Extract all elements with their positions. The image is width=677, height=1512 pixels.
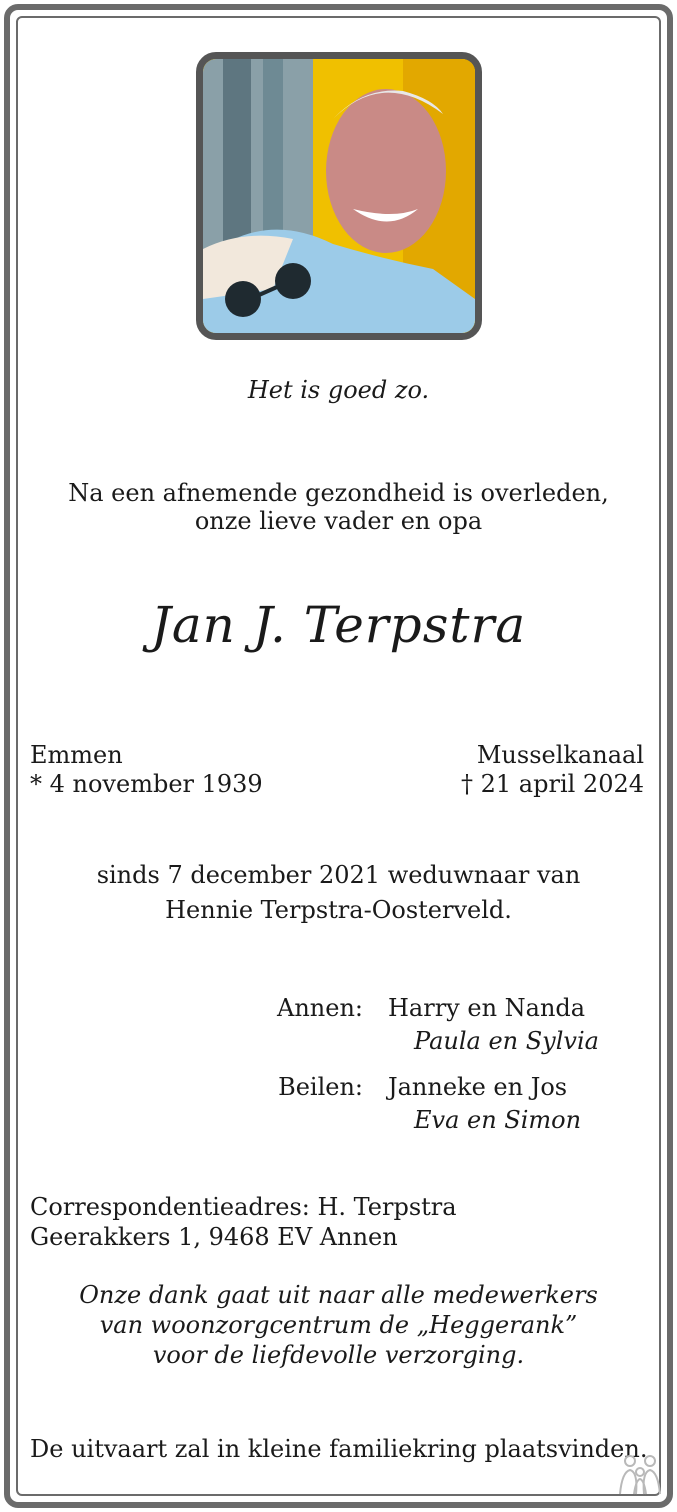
correspondence-line-1: Correspondentieadres: H. Terpstra — [30, 1193, 457, 1221]
birth-place: Emmen — [30, 741, 123, 769]
quote-text: Het is goed zo. — [247, 376, 430, 404]
intro-line-1: Na een afnemende gezondheid is overleden, — [68, 479, 609, 507]
birth-date: * 4 november 1939 — [30, 770, 263, 798]
thanks-line-3: voor de liefdevolle verzorging. — [152, 1341, 525, 1369]
death-place: Musselkanaal — [476, 741, 644, 769]
family-place-1: Annen: — [277, 994, 363, 1022]
family-names-1: Harry en Nanda — [388, 994, 586, 1022]
death-date: † 21 april 2024 — [461, 770, 644, 798]
deceased-name: Jan J. Terpstra — [150, 596, 527, 654]
widower-line-2: Hennie Terpstra-Oosterveld. — [165, 896, 512, 924]
family-names-2: Janneke en Jos — [388, 1073, 568, 1101]
thanks-line-1: Onze dank gaat uit naar alle medewerkers — [79, 1281, 598, 1309]
correspondence-line-2: Geerakkers 1, 9468 EV Annen — [30, 1223, 398, 1251]
family-logo-icon — [616, 1452, 664, 1496]
family-children-1: Paula en Sylvia — [414, 1027, 599, 1055]
thanks-line-2: van woonzorgcentrum de „Heggerank” — [99, 1311, 578, 1339]
funeral-note: De uitvaart zal in kleine familiekring plaatsvinden. — [30, 1435, 648, 1463]
portrait-photo — [196, 52, 482, 340]
family-place-2: Beilen: — [278, 1073, 363, 1101]
widower-line-1: sinds 7 december 2021 weduwnaar van — [96, 861, 581, 889]
intro-line-2: onze lieve vader en opa — [194, 507, 483, 535]
family-children-2: Eva en Simon — [414, 1106, 582, 1134]
